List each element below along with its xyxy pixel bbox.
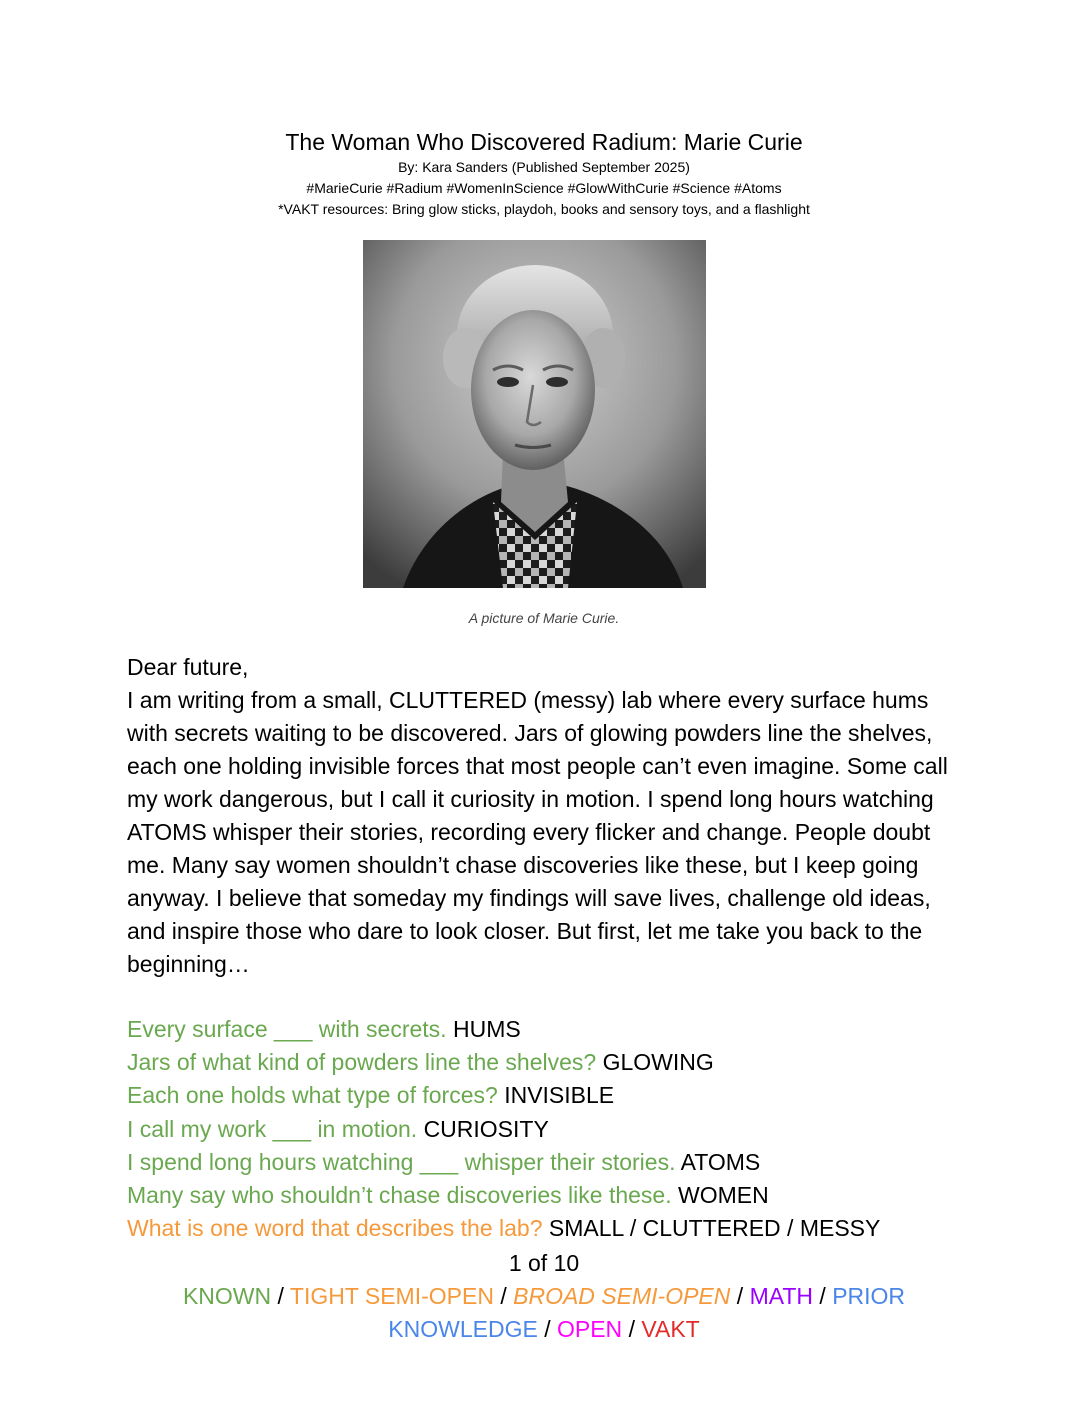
legend-separator: / xyxy=(544,1316,551,1342)
marie-curie-portrait xyxy=(363,240,706,588)
vakt-resources: *VAKT resources: Bring glow sticks, playdoh, books and sensory toys, and a flashlight xyxy=(278,201,810,217)
legend-math: MATH xyxy=(749,1283,814,1309)
question-list xyxy=(127,1013,967,1245)
page-number: 1 of 10 xyxy=(508,1250,580,1276)
answer-text: CURIOSITY xyxy=(423,1115,549,1142)
answer-text: ATOMS xyxy=(680,1148,761,1175)
legend-vakt: VAKT xyxy=(641,1316,700,1342)
document-title: The Woman Who Discovered Radium: Marie Curie xyxy=(285,129,803,155)
question-item xyxy=(127,1212,967,1245)
legend-tight-semi-open: TIGHT SEMI-OPEN xyxy=(289,1283,494,1309)
answer-text: HUMS xyxy=(452,1016,521,1042)
question-item xyxy=(127,1013,967,1046)
legend-known: KNOWN xyxy=(182,1283,272,1309)
question-text: Jars of what kind of powders line the shelves? xyxy=(127,1049,597,1076)
legend-broad-semi-open: BROAD SEMI-OPEN xyxy=(513,1283,731,1309)
question-item xyxy=(127,1146,967,1179)
question-item xyxy=(127,1079,967,1112)
legend-separator: / xyxy=(736,1283,744,1309)
legend-open: OPEN xyxy=(556,1316,623,1342)
legend-separator: / xyxy=(277,1283,284,1309)
answer-text: SMALL / CLUTTERED / MESSY xyxy=(548,1215,881,1242)
legend-separator: / xyxy=(819,1283,826,1309)
byline: By: Kara Sanders (Published September 2025) xyxy=(398,159,690,175)
question-item xyxy=(127,1046,967,1079)
question-item xyxy=(127,1113,967,1146)
question-text: I call my work ___ in motion. xyxy=(127,1115,418,1142)
answer-text: GLOWING xyxy=(602,1049,714,1076)
answer-text: WOMEN xyxy=(678,1182,769,1209)
legend-prior-knowledge: PRIOR KNOWLEDGE xyxy=(388,1283,906,1342)
question-text: Each one holds what type of forces? xyxy=(127,1082,498,1109)
question-text: I spend long hours watching ___ whisper their stories. xyxy=(127,1148,676,1175)
document-header xyxy=(0,127,1088,220)
letter-body: I am writing from a small, CLUTTERED (messy) lab where every surface hums with secrets waiting to be discovered. Jars of glowing powders line the shelves, each one holding invisible forces that most people can’t even imagine. Some call my work dangerous, but I call it curiosity in motion. I spend long hours watching ATOMS whisper their stories, recording every flicker and change. People doubt me. Many say women shouldn’t chase discoveries like these, but I keep going anyway. I believe that someday my findings will save lives, challenge old ideas, and inspire those who dare to look closer. But first, let me take you back to the beginning… xyxy=(127,687,948,977)
letter-section xyxy=(127,651,962,981)
hashtags: #MarieCurie #Radium #WomenInScience #GlowWithCurie #Science #Atoms xyxy=(306,180,782,196)
question-item xyxy=(127,1179,967,1212)
image-caption: A picture of Marie Curie. xyxy=(468,610,620,626)
question-text: What is one word that describes the lab? xyxy=(127,1215,543,1242)
question-type-legend xyxy=(130,1280,958,1346)
letter-greeting: Dear future, xyxy=(127,654,249,680)
question-text: Every surface ___ with secrets. xyxy=(127,1016,447,1042)
question-text: Many say who shouldn’t chase discoveries like these. xyxy=(127,1182,672,1209)
legend-separator: / xyxy=(500,1283,507,1309)
answer-text: INVISIBLE xyxy=(504,1082,615,1109)
legend-separator: / xyxy=(628,1316,635,1342)
